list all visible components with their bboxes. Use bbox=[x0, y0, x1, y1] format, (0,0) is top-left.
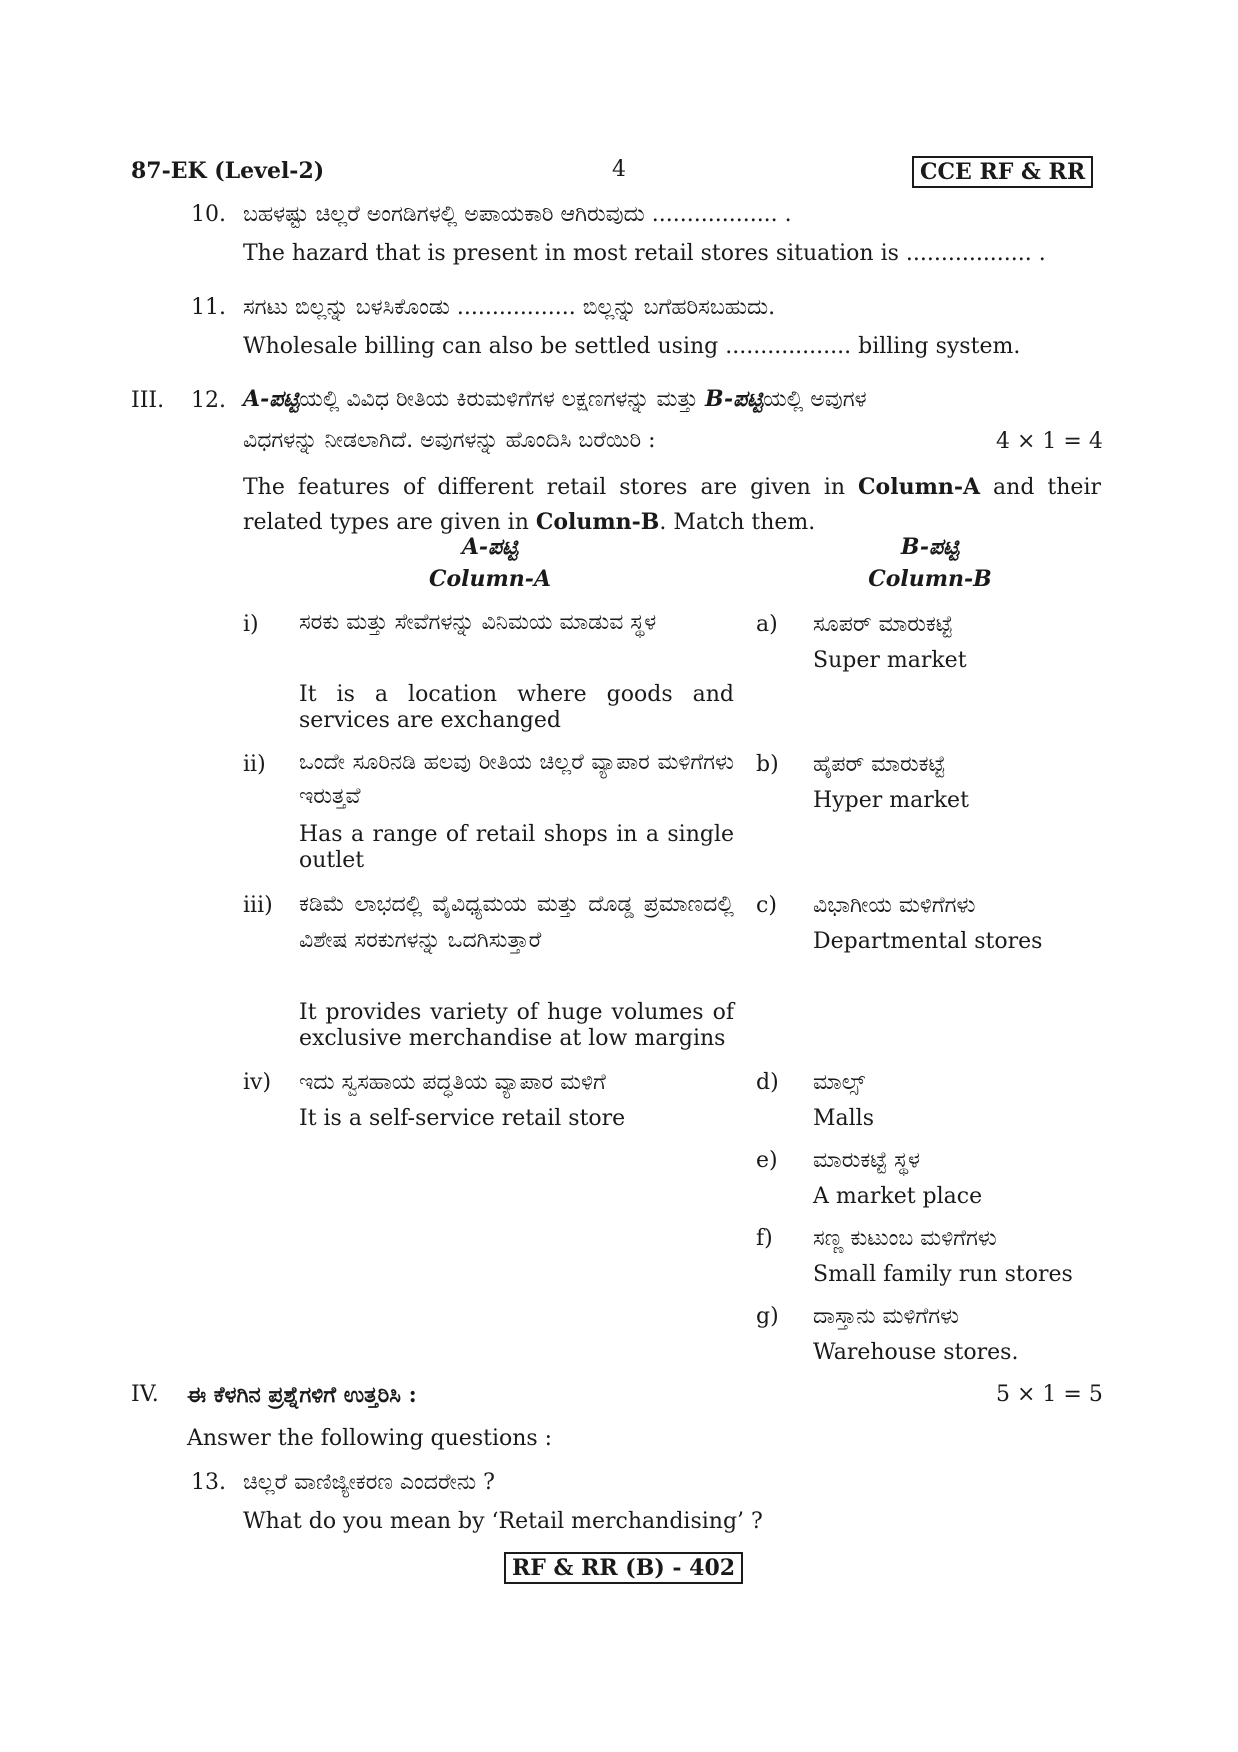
q12-en-part: The features of different retail stores are given in bbox=[243, 475, 859, 500]
item-label: f) bbox=[756, 1226, 773, 1251]
q12-en-column-a: Column-A bbox=[858, 474, 981, 500]
item-label: i) bbox=[243, 612, 259, 637]
column-b-item-en: Hyper market bbox=[813, 788, 969, 813]
question-text-en bbox=[243, 470, 1101, 540]
column-a-item-kn: ಕಡಿಮೆ ಲಾಭದಲ್ಲಿ ವೈವಿಧ್ಯಮಯ ಮತ್ತು ದೊಡ್ಡ ಪ್ರಮಾಣದಲ್ಲಿ ವಿಶೇಷ ಸರಕುಗಳನ್ನು ಒದಗಿಸುತ್ತಾರೆ bbox=[299, 892, 734, 953]
item-label: a) bbox=[756, 612, 778, 637]
column-a-item-en: Has a range of retail shops in a single outlet bbox=[299, 822, 734, 873]
column-b-item-en: A market place bbox=[813, 1184, 983, 1209]
column-b-item-kn: ಸೂಪರ್ ಮಾರುಕಟ್ಟೆ bbox=[813, 612, 953, 637]
column-a-item-kn: ಒಂದೇ ಸೂರಿನಡಿ ಹಲವು ರೀತಿಯ ಚಿಲ್ಲರೆ ವ್ಯಾಪಾರ ಮಳಿಗೆಗಳು ಇರುತ್ತವೆ bbox=[299, 750, 734, 809]
q12-en-part: and their related types are given in bbox=[243, 475, 1101, 535]
section-roman: IV. bbox=[131, 1382, 159, 1407]
column-b-item-kn: ವಿಭಾಗೀಯ ಮಳಿಗೆಗಳು bbox=[813, 893, 976, 918]
column-a-item-en: It is a self-service retail store bbox=[299, 1106, 626, 1131]
section-instruction-en: Answer the following questions : bbox=[187, 1426, 553, 1451]
question-text-kn: ಬಹಳಷ್ಟು ಚಿಲ್ಲರೆ ಅಂಗಡಿಗಳಲ್ಲಿ ಅಪಾಯಕಾರಿ ಆಗಿರುವುದು .................. . bbox=[243, 202, 792, 227]
column-b-heading: Column-B bbox=[868, 566, 992, 592]
column-b-heading-kn: B-ಪಟ್ಟಿ bbox=[900, 534, 960, 560]
column-b-item-kn: ಮಾಲ್ಸ್ bbox=[813, 1070, 866, 1095]
column-a-heading-kn: A-ಪಟ್ಟಿ bbox=[461, 534, 519, 560]
footer-code: RF & RR (B) - 402 bbox=[504, 1552, 743, 1584]
column-a-ref: A-ಪಟ್ಟಿ bbox=[243, 386, 300, 412]
item-label: ii) bbox=[243, 752, 266, 777]
column-a-item-en: It provides variety of huge volumes of exclusive merchandise at low margins bbox=[299, 1000, 734, 1051]
q12-kn-part: ಯಲ್ಲಿ ವಿವಿಧ ರೀತಿಯ ಕಿರುಮಳಿಗೆಗಳ ಲಕ್ಷಣಗಳನ್ನು ಮತ್ತು bbox=[299, 387, 705, 412]
marks: 4 × 1 = 4 bbox=[996, 429, 1103, 454]
question-text-en: The hazard that is present in most retail stores situation is .................. . bbox=[243, 241, 1046, 266]
column-a-item-kn: ಇದು ಸ್ವಸಹಾಯ ಪದ್ಧತಿಯ ವ್ಯಾಪಾರ ಮಳಿಗೆ bbox=[299, 1070, 606, 1095]
column-b-item-kn: ಸಣ್ಣ ಕುಟುಂಬ ಮಳಿಗೆಗಳು bbox=[813, 1226, 997, 1251]
question-text-kn bbox=[243, 386, 1101, 412]
question-number: 12. bbox=[191, 388, 226, 413]
column-b-item-en: Malls bbox=[813, 1106, 875, 1131]
question-number: 13. bbox=[191, 1470, 226, 1495]
q12-en-part: . Match them. bbox=[659, 510, 816, 535]
item-label: g) bbox=[756, 1304, 779, 1329]
column-b-item-en: Warehouse stores. bbox=[813, 1340, 1019, 1365]
question-text-en: What do you mean by ‘Retail merchandising’ ? bbox=[243, 1509, 763, 1534]
column-b-item-en: Small family run stores bbox=[813, 1262, 1073, 1287]
column-b-ref: B-ಪಟ್ಟಿ bbox=[704, 386, 764, 412]
column-b-item-kn: ಮಾರುಕಟ್ಟೆ ಸ್ಥಳ bbox=[813, 1148, 920, 1173]
column-a-item-kn: ಸರಕು ಮತ್ತು ಸೇವೆಗಳನ್ನು ವಿನಿಮಯ ಮಾಡುವ ಸ್ಥಳ bbox=[299, 610, 657, 635]
section-instruction-kn: ಈ ಕೆಳಗಿನ ಪ್ರಶ್ನೆಗಳಿಗೆ ಉತ್ತರಿಸಿ : bbox=[187, 1382, 417, 1408]
marks: 5 × 1 = 5 bbox=[996, 1382, 1103, 1407]
column-a-heading: Column-A bbox=[428, 566, 551, 592]
item-label: iii) bbox=[243, 893, 273, 918]
q12-kn-part: ಯಲ್ಲಿ ಅವುಗಳ bbox=[763, 387, 867, 412]
question-number: 11. bbox=[191, 295, 226, 320]
item-label: b) bbox=[756, 752, 779, 777]
paper-code: 87-EK (Level-2) bbox=[131, 158, 325, 184]
item-label: c) bbox=[756, 893, 777, 918]
column-b-item-en: Departmental stores bbox=[813, 929, 1043, 954]
item-label: e) bbox=[756, 1148, 778, 1173]
q12-en-column-b: Column-B bbox=[535, 509, 660, 535]
column-b-item-en: Super market bbox=[813, 648, 967, 673]
question-text-kn-line2: ವಿಧಗಳನ್ನು ನೀಡಲಾಗಿದೆ. ಅವುಗಳನ್ನು ಹೊಂದಿಸಿ ಬರೆಯಿರಿ : bbox=[243, 428, 656, 453]
column-a-item-en: It is a location where goods and services are exchanged bbox=[299, 682, 734, 733]
question-text-kn: ಚಿಲ್ಲರೆ ವಾಣಿಜ್ಯೀಕರಣ ಎಂದರೇನು ? bbox=[243, 1470, 495, 1495]
question-number: 10. bbox=[191, 202, 226, 227]
question-text-en: Wholesale billing can also be settled using .................. billing system. bbox=[243, 334, 1021, 359]
item-label: iv) bbox=[243, 1070, 272, 1095]
column-b-item-kn: ದಾಸ್ತಾನು ಮಳಿಗೆಗಳು bbox=[813, 1304, 960, 1329]
section-roman: III. bbox=[131, 388, 165, 413]
column-b-item-kn: ಹೈಪರ್ ಮಾರುಕಟ್ಟೆ bbox=[813, 752, 946, 777]
page-number: 4 bbox=[612, 157, 626, 182]
scheme-badge: CCE RF & RR bbox=[912, 156, 1093, 188]
item-label: d) bbox=[756, 1070, 779, 1095]
question-text-kn: ಸಗಟು ಬಿಲ್ಲನ್ನು ಬಳಸಿಕೊಂಡು ................. ಬಿಲ್ಲನ್ನು ಬಗೆಹರಿಸಬಹುದು. bbox=[243, 295, 776, 320]
